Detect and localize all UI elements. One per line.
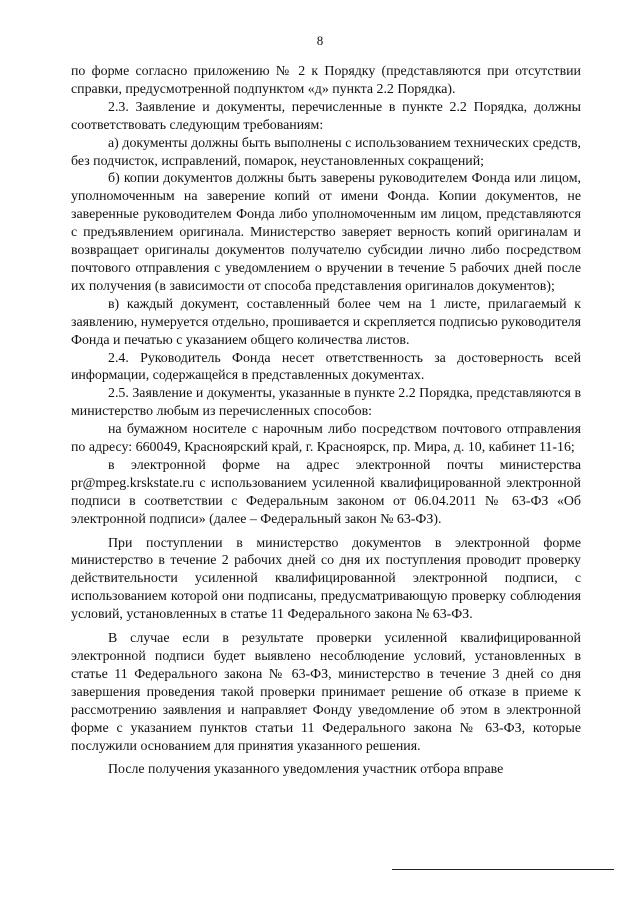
paragraph-signature-check: При поступлении в министерство документов в электронной форме министерство в течение 2 рабочих дней со дня их поступления проводит проверку действительности усиленной квалифицированной электронной подписи, с использованием которой они подписаны, предусматривающую проверку соблюдения условий, установленных в статье 11 Федерального закона № 63-ФЗ. [71, 535, 581, 623]
footer-rule [392, 869, 614, 870]
paragraph-paper-submission: на бумажном носителе с нарочным либо посредством почтового отправления по адресу: 660049, Красноярский край, г. Красноярск, пр. Мира, д. 10, кабинет 11-16; [71, 422, 581, 456]
paragraph-continuation: по форме согласно приложению № 2 к Порядку (представляются при отсутствии справки, предусмотренной подпунктом «д» пункта 2.2 Порядка). [71, 64, 581, 97]
paragraph-participant-rights: После получения указанного уведомления участник отбора вправе [108, 762, 504, 778]
paragraph-2-3-v: в) каждый документ, составленный более чем на 1 листе, прилагаемый к заявлению, нумеруется отдельно, прошивается и скрепляется подписью руководителя Фонда и печатью с указанием общего количества листов. [71, 296, 581, 348]
paragraph-2-3-b: б) копии документов должны быть заверены руководителем Фонда или лицом, уполномоченным на заверение копий от имени Фонда. Копии документов, не заверенные руководителем Фонда либо уполномоченным им лицом, представляются с предъявлением оригинала. Министерство заверяет верность копий оригиналам и возвращает оригиналы документов получателю субсидии лично либо посредством почтового отправления с уведомлением о вручении в течение 5 рабочих дней после их получения (в зависимости от способа представления оригиналов документов); [71, 171, 581, 294]
paragraph-2-3: 2.3. Заявление и документы, перечисленные в пункте 2.2 Порядка, должны соответствовать следующим требованиям: [71, 99, 581, 133]
paragraph-2-3-a: а) документы должны быть выполнены с использованием технических средств, без подчисток, исправлений, помарок, неустановленных сокращений; [71, 135, 581, 169]
document-body [71, 63, 581, 779]
paragraph-electronic-submission: в электронной форме на адрес электронной почты министерства pr@mpeg.krskstate.ru с использованием усиленной квалифицированной электронной подписи в соответствии с Федеральным законом от 06.04.2011 № 63-ФЗ «Об электронной подписи» (далее – Федеральный закон № 63-ФЗ). [71, 457, 581, 527]
paragraph-rejection-notice: В случае если в результате проверки усиленной квалифицированной электронной подписи будет выявлено несоблюдение условий, установленных в статье 11 Федерального закона № 63-ФЗ, министерство в течение 3 дней со дня завершения проведения такой проверки принимает решение об отказе в приеме к рассмотрению заявления и направляет Фонду уведомление об этом в электронной форме с указанием пунктов статьи 11 Федерального закона № 63-ФЗ, которые послужили основанием для принятия указанного решения. [71, 631, 581, 754]
page-number: 8 [316, 33, 324, 48]
paragraph-2-4: 2.4. Руководитель Фонда несет ответственность за достоверность всей информации, содержащейся в представленных документах. [71, 350, 581, 384]
paragraph-2-5: 2.5. Заявление и документы, указанные в пункте 2.2 Порядка, представляются в министерство любым из перечисленных способов: [71, 386, 581, 420]
